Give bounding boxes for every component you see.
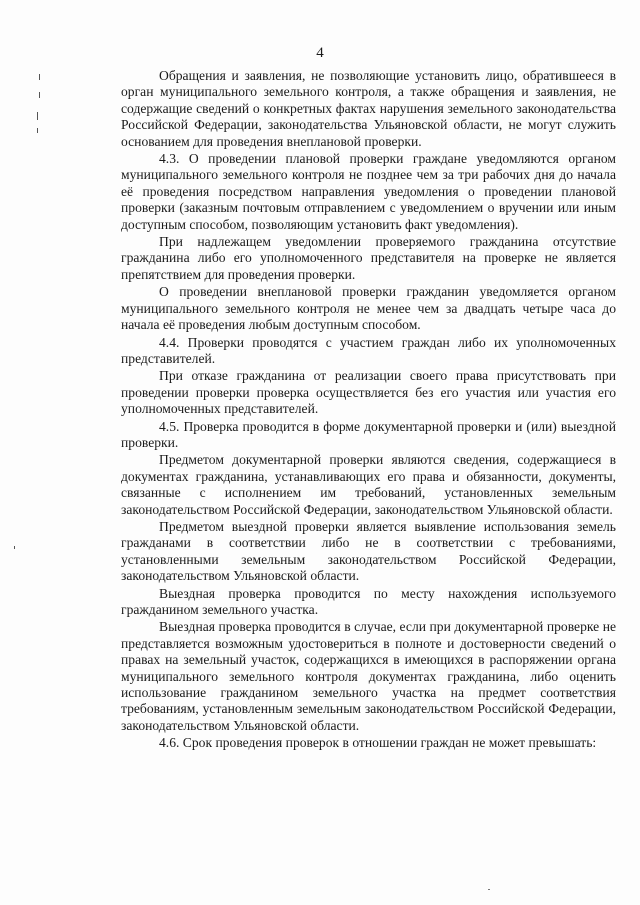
paragraph-4-3-planned-inspection-notice: 4.3. О проведении плановой проверки граждане уведомляются органом муниципального земельного контроля не позднее чем за три рабочих дня до начала её проведения посредством направления уведомления о проведении плановой проверки (заказным почтовым отправлением с уведомлением о вручении или иным доступным способом, позволяющим установить факт уведомления). — [121, 151, 616, 232]
paragraph-absence-of-citizen: При надлежащем уведомлении проверяемого гражданина отсутствие гражданина либо его уполномоченного представителя на проверке не является препятствием для проведения проверки. — [121, 234, 616, 282]
paragraph-field-inspection-conditions: Выездная проверка проводится в случае, если при документарной проверке не представляется возможным удостовериться в полноте и достоверности сведений о правах на земельный участок, содержащихся в имеющихся в распоряжении органа муниципального земельного контроля документах гражданина, либо оценить использование гражданином земельного участка на предмет соответствия требованиям, установленным земельным законодательством Российской Федерации, законодательством Ульяновской области. — [121, 619, 616, 733]
margin-mark — [39, 74, 40, 80]
paragraph-4-6-inspection-duration: 4.6. Срок проведения проверок в отношении граждан не может превышать: — [159, 735, 597, 751]
scan-speck — [488, 889, 490, 890]
paragraph-field-inspection-location: Выездная проверка проводится по месту нахождения используемого гражданином земельного участка. — [121, 585, 616, 617]
margin-mark — [14, 546, 15, 549]
page-number: 4 — [316, 45, 324, 61]
paragraph-field-inspection-subject: Предметом выездной проверки является выявление использования земель гражданами в соответствии либо не в соответствии с требованиями, установленными земельным законодательством Российской Федерации, законодательством Ульяновской области. — [121, 518, 616, 584]
paragraph-4-4-participation: 4.4. Проверки проводятся с участием граждан либо их уполномоченных представителей. — [121, 334, 616, 366]
paragraph-documentary-inspection-subject: Предметом документарной проверки являются сведения, содержащиеся в документах гражданина, устанавливающих его права и обязанности, документы, связанные с исполнением им требований, установленных земельным законодательством Российской Федерации, законодательством Ульяновской области. — [121, 452, 616, 517]
paragraph-anonymous-appeals: Обращения и заявления, не позволяющие установить лицо, обратившееся в орган муниципального земельного контроля, а также обращения и заявления, не содержащие сведений о конкретных фактах нарушения земельного законодательства Российской Федерации, законодательства Ульяновской области, не могут служить основанием для проведения внеплановой проверки. — [121, 68, 616, 149]
margin-mark — [37, 128, 38, 133]
paragraph-unscheduled-inspection-notice: О проведении внеплановой проверки гражданин уведомляется органом муниципального земельного контроля не менее чем за двадцать четыре часа до начала её проведения любым доступным способом. — [121, 284, 616, 333]
margin-mark — [37, 112, 38, 120]
document-body — [121, 68, 616, 753]
paragraph-refusal-to-attend: При отказе гражданина от реализации своего права присутствовать при проведении проверки проверка осуществляется без его участия или участия его уполномоченных представителей. — [121, 368, 616, 417]
paragraph-4-5-inspection-form: 4.5. Проверка проводится в форме документарной проверки и (или) выездной проверки. — [121, 418, 616, 450]
margin-mark — [39, 92, 40, 98]
